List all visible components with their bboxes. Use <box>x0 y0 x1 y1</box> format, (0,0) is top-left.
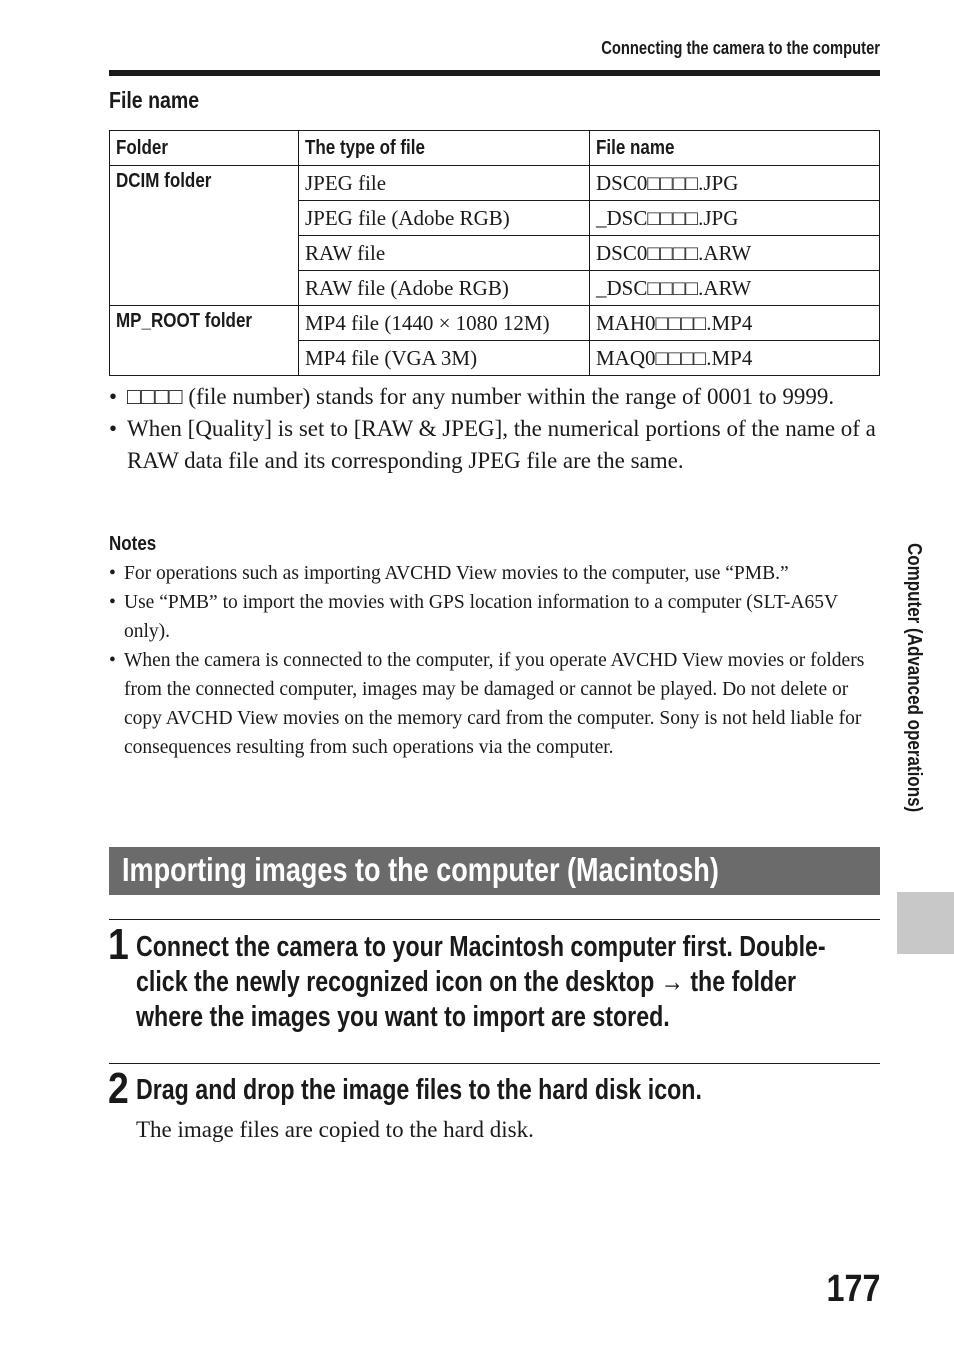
step-1-line: where the images you want to import are stored. <box>136 1001 670 1033</box>
header-folder: Folder <box>110 131 299 166</box>
step-2-line: Drag and drop the image files to the hard disk icon. <box>136 1074 702 1106</box>
header-rule <box>109 70 880 76</box>
folder-cell-dcim: DCIM folder <box>110 166 299 306</box>
filename-cell: _DSC□□□□.ARW <box>590 271 880 306</box>
notes-heading: Notes <box>109 533 157 555</box>
header-type: The type of file <box>299 131 590 166</box>
table-row <box>110 166 880 201</box>
filename-cell: _DSC□□□□.JPG <box>590 201 880 236</box>
step-1-line: Connect the camera to your Macintosh computer first. Double- <box>136 931 826 963</box>
side-tab-marker <box>897 892 954 954</box>
section-title-bar <box>109 847 880 895</box>
type-cell: MP4 file (VGA 3M) <box>299 341 590 376</box>
note-item: • Use “PMB” to import the movies with GPS location information to a computer (SLT-A65V only). <box>109 588 880 646</box>
page-number: 177 <box>826 1268 880 1310</box>
step-1-number: 1 <box>108 920 129 969</box>
step-2-body: The image files are copied to the hard disk. <box>136 1117 534 1142</box>
filename-cell: DSC0□□□□.JPG <box>590 166 880 201</box>
running-header: Connecting the camera to the computer <box>601 38 880 58</box>
type-cell: RAW file <box>299 236 590 271</box>
table-row <box>110 306 880 341</box>
side-tab-label: Computer (Advanced operations) <box>903 543 925 813</box>
filename-cell: MAH0□□□□.MP4 <box>590 306 880 341</box>
file-name-bullets <box>109 381 880 477</box>
type-cell: JPEG file (Adobe RGB) <box>299 201 590 236</box>
step-2-number: 2 <box>108 1064 129 1113</box>
bullet-file-number: • □□□□ (file number) stands for any number within the range of 0001 to 9999. <box>109 381 880 413</box>
section-label: File name <box>109 87 200 113</box>
folder-cell-mp-root: MP_ROOT folder <box>110 306 299 376</box>
bullet-raw-jpeg: • When [Quality] is set to [RAW & JPEG], the numerical portions of the name of a RAW data file and its corresponding JPEG file are the same. <box>109 413 880 477</box>
step-2-instruction <box>136 1073 954 1108</box>
step-1-instruction <box>136 930 954 1035</box>
filename-cell: MAQ0□□□□.MP4 <box>590 341 880 376</box>
header-file-name: File name <box>590 131 880 166</box>
table-header-row <box>110 131 880 166</box>
type-cell: RAW file (Adobe RGB) <box>299 271 590 306</box>
type-cell: JPEG file <box>299 166 590 201</box>
file-name-table <box>109 130 880 376</box>
step-1-line: click the newly recognized icon on the desktop → the folder <box>136 966 797 998</box>
notes-list <box>109 559 880 762</box>
type-cell: MP4 file (1440 × 1080 12M) <box>299 306 590 341</box>
note-item: • When the camera is connected to the computer, if you operate AVCHD View movies or folders from the connected computer, images may be damaged or cannot be played. Do not delete or copy AVCHD View movies on the memory card from the computer. Sony is not held liable for consequences resulting from such operations via the computer. <box>109 646 880 762</box>
step-1-rule <box>109 919 880 920</box>
note-item: • For operations such as importing AVCHD View movies to the computer, use “PMB.” <box>109 559 880 588</box>
step-2-rule <box>109 1063 880 1064</box>
section-title: Importing images to the computer (Macintosh) <box>122 851 719 888</box>
filename-cell: DSC0□□□□.ARW <box>590 236 880 271</box>
